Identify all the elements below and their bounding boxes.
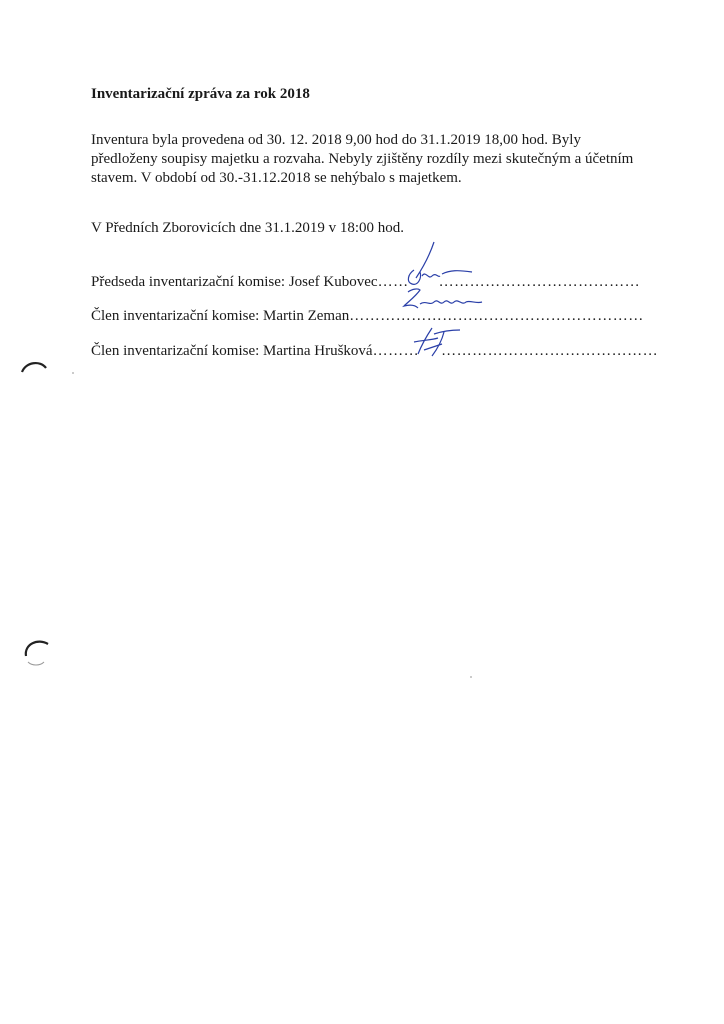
signature-role: Předseda inventarizační komise: Josef Kubovec [91, 274, 378, 290]
paper-speck [72, 372, 74, 374]
signature-dots: ……… [372, 343, 420, 359]
hole-punch-mark [20, 358, 50, 382]
place-and-date: V Předních Zborovicích dne 31.1.2019 v 18:00 hod. [91, 220, 405, 236]
handwritten-signature-hruskova [410, 324, 470, 360]
paragraph-line: Inventura byla provedena od 30. 12. 2018 9,00 hod do 31.1.2019 18,00 hod. Byly [91, 132, 581, 148]
signature-role: Člen inventarizační komise: Martina Hrušková [91, 343, 373, 359]
report-paragraph [91, 131, 651, 188]
paragraph-line: stavem. V období od 30.-31.12.2018 se nehýbalo s majetkem. [91, 170, 462, 186]
document-title: Inventarizační zpráva za rok 2018 [91, 86, 310, 102]
hole-punch-mark [22, 636, 52, 670]
signature-dots: ………………………………………………… [349, 308, 644, 324]
handwritten-signature-zeman [398, 286, 488, 320]
signature-line-member-1 [91, 308, 644, 325]
signature-dots: ………………………………… [438, 274, 641, 290]
handwritten-signature-kubovec [396, 240, 476, 290]
signature-role: Člen inventarizační komise: Martin Zeman [91, 308, 350, 324]
signature-line-chairman [91, 274, 640, 291]
signature-dots: …… [377, 274, 409, 290]
signature-dots: …………………………………… [441, 343, 659, 359]
signature-line-member-2 [91, 343, 658, 360]
paragraph-line: předloženy soupisy majetku a rozvaha. Nebyly zjištěny rozdíly mezi skutečným a účetním [91, 151, 634, 167]
paper-speck [470, 676, 472, 678]
